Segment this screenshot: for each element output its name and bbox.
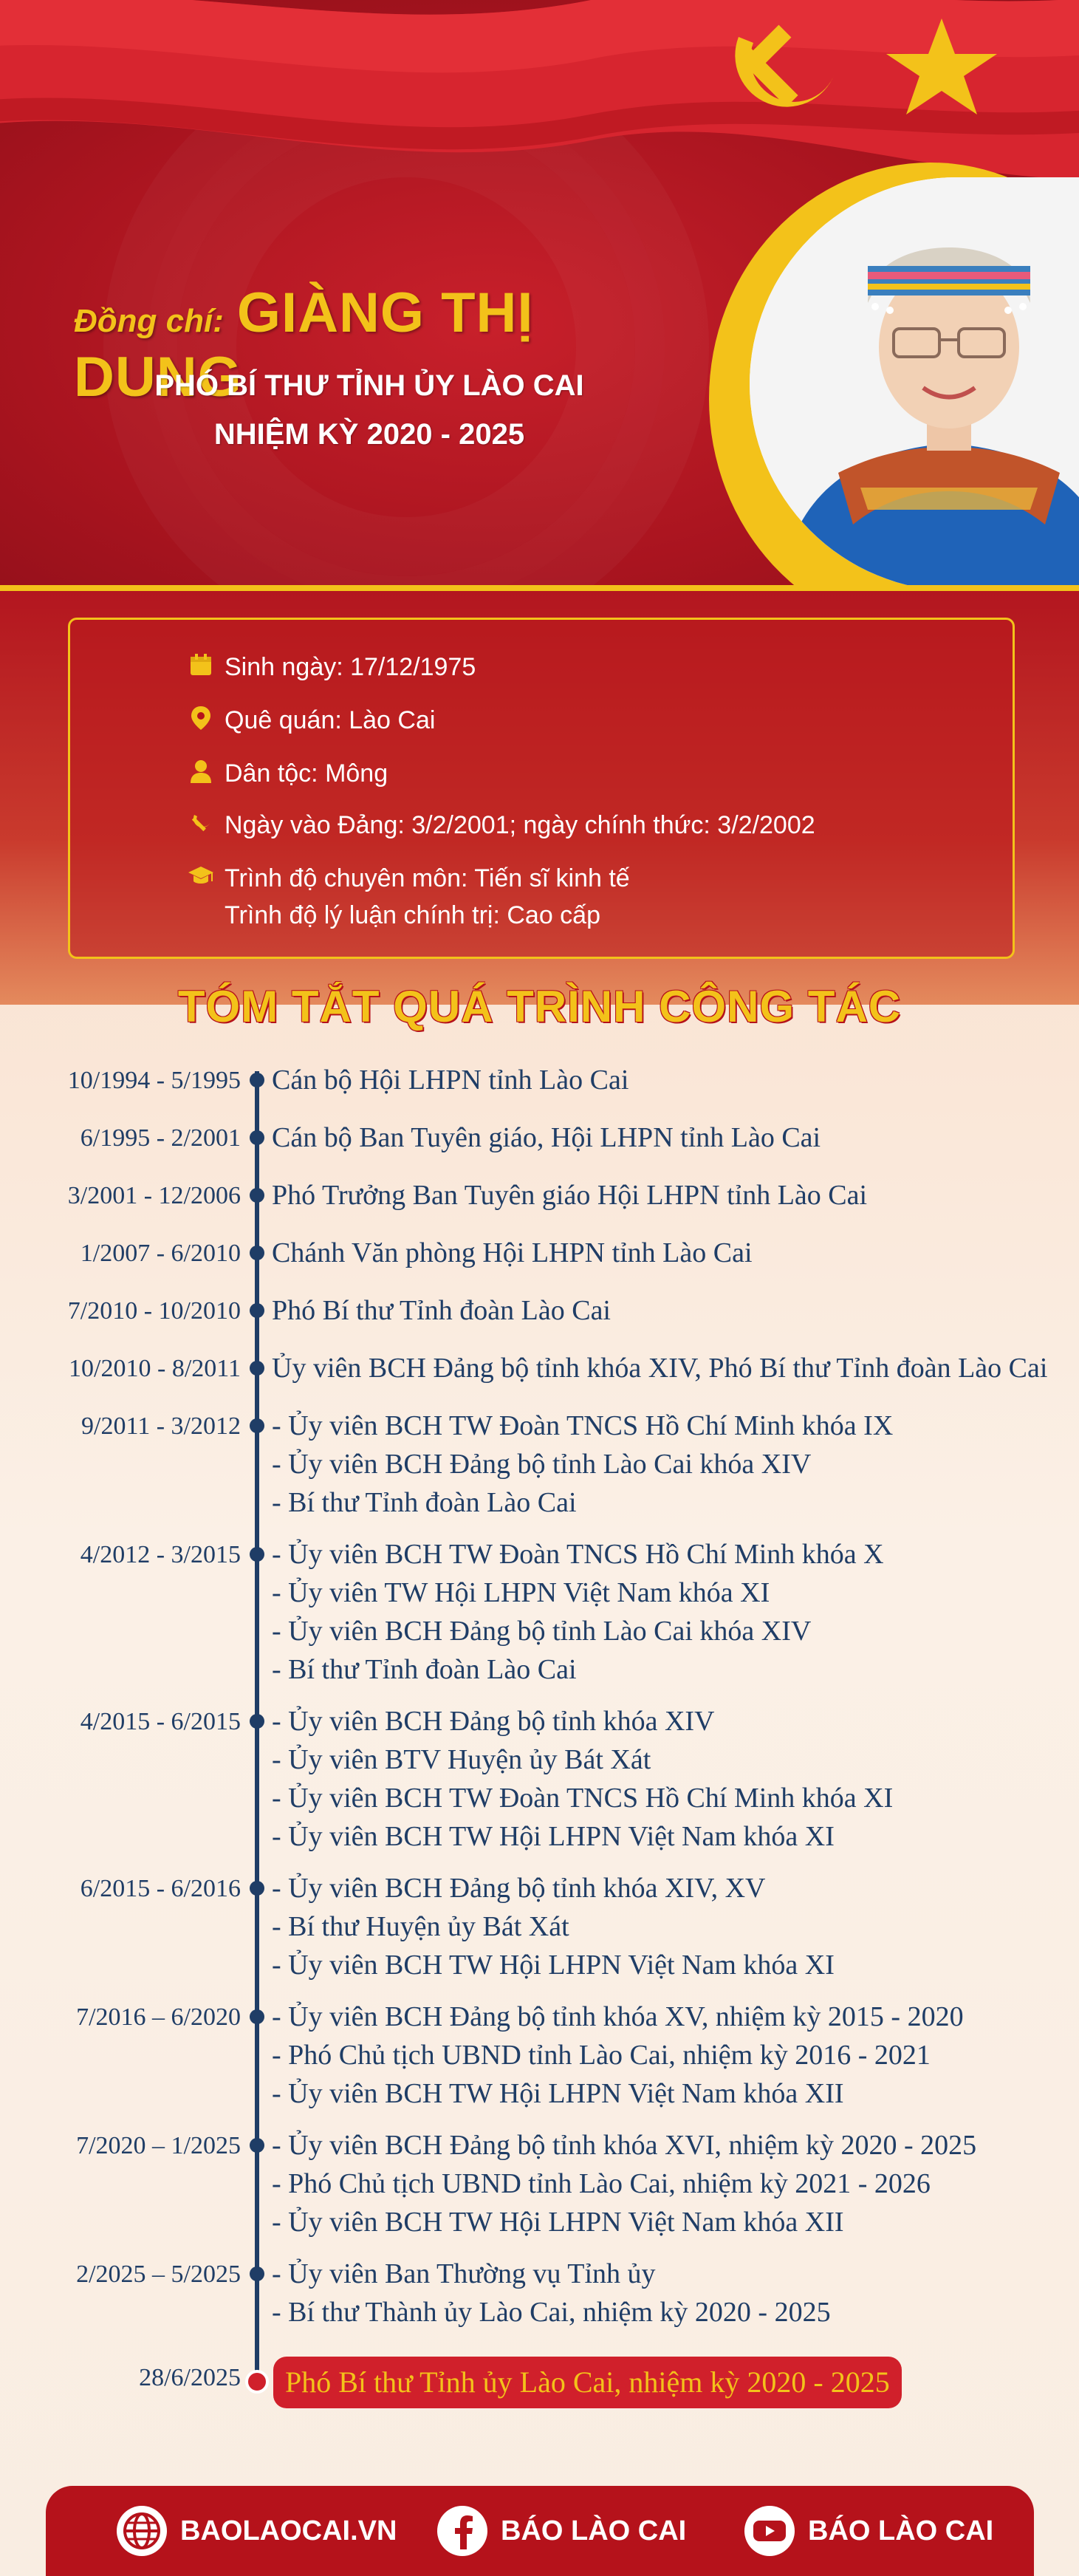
timeline-date: 7/2016 – 6/2020 — [76, 2003, 241, 2031]
timeline-line-text: - Phó Chủ tịch UBND tỉnh Lào Cai, nhiệm kỳ 2021 - 2026 — [272, 2168, 931, 2199]
hammer-sickle-icon — [709, 22, 864, 118]
leader-name: GIÀNG THỊ DUNG — [74, 281, 534, 409]
person-icon — [186, 756, 216, 786]
timeline-line-text: - Ủy viên BCH TW Hội LHPN Việt Nam khóa XI — [272, 1821, 835, 1852]
timeline-dot — [250, 1361, 264, 1376]
timeline-line-text: - Ủy viên BCH TW Đoàn TNCS Hồ Chí Minh khóa XI — [272, 1783, 894, 1814]
graduation-cap-icon — [186, 861, 216, 891]
final-position-pill: Phó Bí thư Tỉnh ủy Lào Cai, nhiệm kỳ 2020 - 2025 — [273, 2357, 902, 2408]
timeline-dot — [250, 1547, 264, 1562]
timeline-line-text: - Ủy viên BCH Đảng bộ tỉnh khóa XIV — [272, 1706, 715, 1737]
info-professional-level: Trình độ chuyên môn: Tiến sĩ kinh tế — [225, 864, 630, 892]
info-political-level: Trình độ lý luận chính trị: Cao cấp — [225, 901, 601, 929]
timeline-date: 6/2015 - 6/2016 — [80, 1875, 241, 1902]
footer-facebook-label: BÁO LÀO CAI — [501, 2515, 687, 2546]
timeline-dot — [250, 2266, 264, 2281]
section-title: TÓM TẮT QUÁ TRÌNH CÔNG TÁC — [177, 982, 902, 1031]
timeline-line-text: - Ủy viên BCH TW Hội LHPN Việt Nam khóa XI — [272, 1950, 835, 1981]
timeline-date: 2/2025 – 5/2025 — [76, 2261, 241, 2288]
timeline-date: 10/2010 - 8/2011 — [69, 1355, 241, 1382]
info-hometown-text: Quê quán: Lào Cai — [225, 706, 436, 734]
calendar-icon — [186, 650, 216, 680]
timeline-line-text: Chánh Văn phòng Hội LHPN tỉnh Lào Cai — [272, 1237, 753, 1268]
timeline-line-text: Cán bộ Ban Tuyên giáo, Hội LHPN tỉnh Lào Cai — [272, 1122, 821, 1153]
timeline-date: 7/2010 - 10/2010 — [67, 1297, 241, 1325]
timeline-line-text: - Ủy viên BCH Đảng bộ tỉnh khóa XV, nhiệm kỳ 2015 - 2020 — [272, 2001, 964, 2032]
globe-icon — [117, 2506, 167, 2556]
timeline-line-text: - Ủy viên BTV Huyện ủy Bát Xát — [272, 1744, 651, 1775]
timeline-entry — [272, 2255, 1077, 2331]
timeline-dot — [250, 1073, 264, 1087]
info-birth-text: Sinh ngày: 17/12/1975 — [225, 653, 476, 681]
timeline-entry — [272, 1349, 1077, 1387]
info-row-hometown — [186, 702, 435, 739]
timeline-date: 3/2001 - 12/2006 — [67, 1182, 241, 1209]
timeline-line-text: - Ủy viên BCH Đảng bộ tỉnh Lào Cai khóa XIV — [272, 1449, 812, 1480]
timeline-line-text: - Bí thư Huyện ủy Bát Xát — [272, 1911, 569, 1942]
timeline-line-text: Cán bộ Hội LHPN tỉnh Lào Cai — [272, 1065, 629, 1096]
timeline-dot — [250, 1188, 264, 1203]
footer-youtube[interactable] — [744, 2486, 993, 2576]
timeline-line-text: - Ủy viên BCH TW Hội LHPN Việt Nam khóa XII — [272, 2078, 844, 2109]
timeline-line-text: - Ủy viên Ban Thường vụ Tỉnh ủy — [272, 2258, 656, 2289]
final-date: 28/6/2025 — [139, 2364, 241, 2391]
timeline-date: 4/2012 - 3/2015 — [80, 1541, 241, 1568]
header-banner — [0, 0, 1079, 591]
timeline-dot — [250, 1881, 264, 1896]
header-divider — [0, 585, 1079, 591]
final-dot — [245, 2370, 269, 2394]
timeline-entry — [272, 1291, 1077, 1330]
timeline-entry — [272, 1407, 1077, 1522]
timeline-date: 6/1995 - 2/2001 — [80, 1124, 241, 1152]
timeline-line-text: - Ủy viên BCH Đảng bộ tỉnh Lào Cai khóa XIV — [272, 1616, 812, 1647]
footer — [46, 2486, 1034, 2576]
leader-term: NHIỆM KỲ 2020 - 2025 — [213, 418, 525, 451]
timeline-line-text: Ủy viên BCH Đảng bộ tỉnh khóa XIV, Phó Bí thư Tỉnh đoàn Lào Cai — [272, 1353, 1048, 1384]
timeline-dot — [250, 1130, 264, 1145]
timeline-line-text: - Ủy viên TW Hội LHPN Việt Nam khóa XI — [272, 1577, 770, 1608]
timeline-dot — [250, 2009, 264, 2024]
timeline-dot — [250, 1246, 264, 1260]
timeline-dot — [250, 1418, 264, 1433]
timeline-line-text: - Phó Chủ tịch UBND tỉnh Lào Cai, nhiệm kỳ 2016 - 2021 — [272, 2040, 931, 2071]
timeline-date: 1/2007 - 6/2010 — [80, 1240, 241, 1267]
footer-youtube-label: BÁO LÀO CAI — [808, 2515, 994, 2546]
timeline-line-text: Phó Bí thư Tỉnh đoàn Lào Cai — [272, 1295, 611, 1326]
hammer-sickle-small-icon — [186, 808, 216, 838]
info-party-text: Ngày vào Đảng: 3/2/2001; ngày chính thức: 3/2/2002 — [225, 811, 815, 839]
timeline-dot — [250, 1714, 264, 1729]
timeline-entry — [272, 1234, 1077, 1272]
footer-website[interactable] — [117, 2486, 397, 2576]
timeline-entry — [272, 2126, 1077, 2241]
timeline-line-text: - Ủy viên BCH Đảng bộ tỉnh khóa XIV, XV — [272, 1873, 766, 1904]
facebook-icon — [437, 2506, 487, 2556]
timeline-line-text: - Ủy viên BCH TW Hội LHPN Việt Nam khóa XII — [272, 2207, 844, 2238]
timeline-line-text: - Bí thư Tỉnh đoàn Lào Cai — [272, 1654, 577, 1685]
timeline-line-text: - Bí thư Thành ủy Lào Cai, nhiệm kỳ 2020 - 2025 — [272, 2297, 831, 2328]
leader-position: PHÓ BÍ THƯ TỈNH ỦY LÀO CAI — [154, 369, 584, 402]
timeline-entry — [272, 1118, 1077, 1157]
youtube-icon — [744, 2506, 795, 2556]
timeline-dot — [250, 2138, 264, 2153]
timeline-entry — [272, 1869, 1077, 1984]
timeline-line-text: Phó Trưởng Ban Tuyên giáo Hội LHPN tỉnh Lào Cai — [272, 1180, 868, 1211]
info-ethnicity-text: Dân tộc: Mông — [225, 759, 388, 788]
info-row-birth — [186, 649, 476, 686]
footer-facebook[interactable] — [437, 2486, 686, 2576]
timeline-entry — [272, 1176, 1077, 1214]
star-icon — [883, 18, 1001, 115]
timeline-entry — [272, 1702, 1077, 1856]
timeline-date: 4/2015 - 6/2015 — [80, 1708, 241, 1735]
timeline-entry — [272, 1535, 1077, 1689]
timeline-dot — [250, 1303, 264, 1318]
timeline-date: 10/1994 - 5/1995 — [67, 1067, 241, 1094]
info-row-education — [186, 860, 630, 934]
info-row-ethnicity — [186, 755, 388, 792]
timeline-line-text: - Ủy viên BCH TW Đoàn TNCS Hồ Chí Minh khóa X — [272, 1539, 884, 1570]
timeline-date: 9/2011 - 3/2012 — [81, 1412, 241, 1440]
info-row-party — [186, 807, 815, 844]
info-education-text — [225, 860, 630, 934]
timeline-line-text: - Ủy viên BCH Đảng bộ tỉnh khóa XVI, nhiệm kỳ 2020 - 2025 — [272, 2130, 977, 2161]
timeline-line-text: - Ủy viên BCH TW Đoàn TNCS Hồ Chí Minh khóa IX — [272, 1410, 894, 1441]
name-prefix: Đồng chí: — [74, 303, 224, 339]
timeline-line-text: - Bí thư Tỉnh đoàn Lào Cai — [272, 1487, 577, 1518]
location-pin-icon — [186, 703, 216, 733]
timeline-date: 7/2020 – 1/2025 — [76, 2132, 241, 2159]
timeline-entry — [272, 1998, 1077, 2113]
timeline-entry — [272, 1061, 1077, 1099]
footer-website-label: BAOLAOCAI.VN — [180, 2515, 397, 2546]
